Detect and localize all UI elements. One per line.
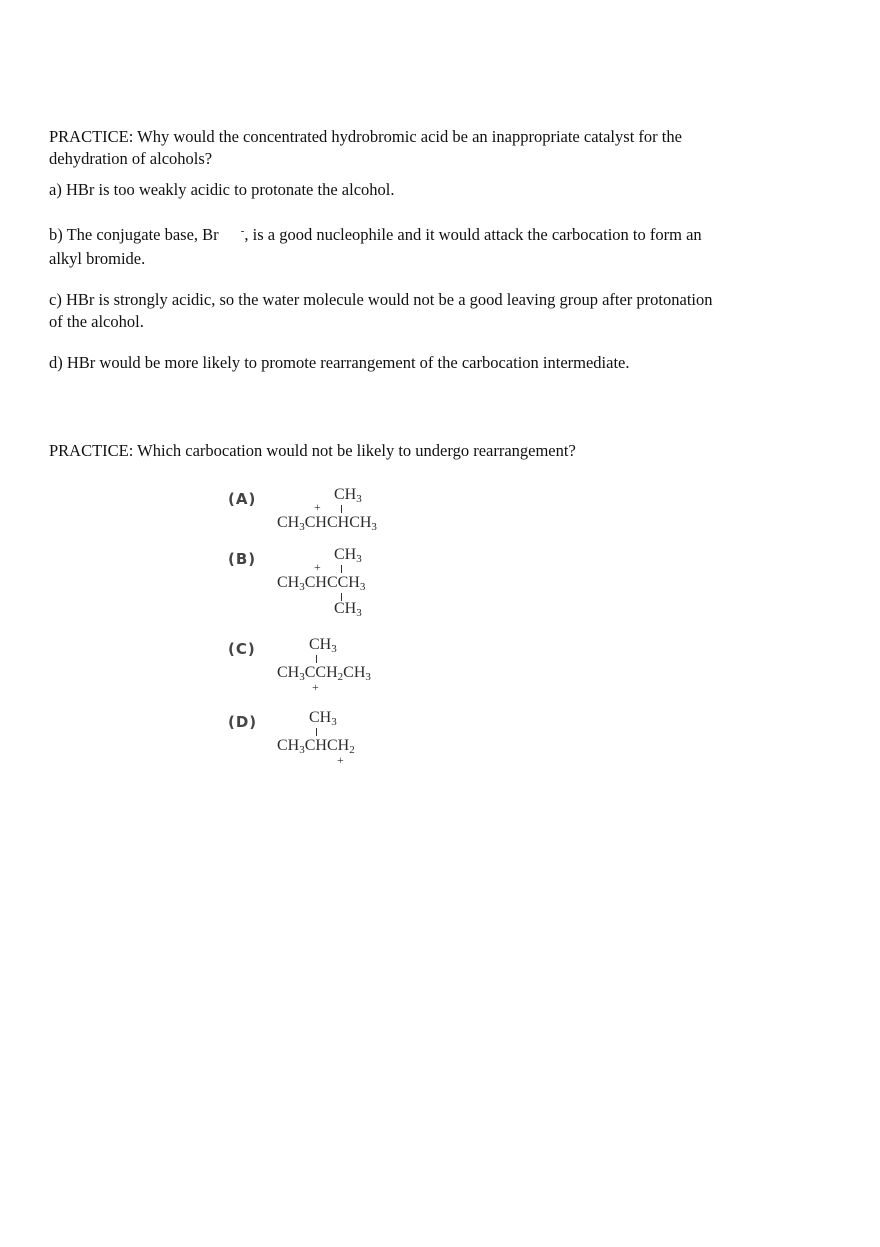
choice-d-chain: $CH_3CHCH_2$ bbox=[277, 737, 355, 756]
choice-b[interactable] bbox=[228, 546, 448, 619]
option-c-line1: c) HBr is strongly acidic, so the water molecule would not be a good leaving group after protonation bbox=[49, 290, 713, 309]
option-b-part2: , is a good nucleophile and it would attack the carbocation to form an bbox=[244, 225, 702, 244]
choice-a-label: (A) bbox=[228, 490, 257, 508]
question2-prompt: PRACTICE: Which carbocation would not be likely to undergo rearrangement? bbox=[49, 441, 576, 460]
question1-prompt bbox=[49, 126, 682, 170]
option-c-line2: of the alcohol. bbox=[49, 312, 144, 331]
option-b-charge: - bbox=[240, 225, 245, 237]
choice-d-bond bbox=[316, 728, 317, 736]
choice-c-charge: + bbox=[312, 680, 319, 694]
option-b[interactable] bbox=[49, 224, 702, 270]
choice-a-charge: + bbox=[314, 500, 321, 514]
choice-d-label: (D) bbox=[228, 713, 258, 731]
choice-d[interactable] bbox=[228, 709, 448, 779]
choice-b-bond-top bbox=[341, 565, 342, 573]
choice-b-charge: + bbox=[314, 560, 321, 574]
option-b-line1 bbox=[49, 224, 702, 248]
choice-b-label: (B) bbox=[228, 550, 257, 568]
choice-c-bond bbox=[316, 655, 317, 663]
choice-c-label: (C) bbox=[228, 640, 256, 658]
option-c[interactable] bbox=[49, 289, 713, 333]
choice-a-chain: $CH_3CHCHCH_3$ bbox=[277, 514, 377, 533]
choice-d-charge: + bbox=[337, 753, 344, 767]
choice-c-top-group: $CH_3$ bbox=[309, 636, 337, 655]
option-d[interactable]: d) HBr would be more likely to promote rearrangement of the carbocation intermediate. bbox=[49, 353, 630, 372]
option-b-part1: b) The conjugate base, Br bbox=[49, 225, 219, 244]
option-b-line2: alkyl bromide. bbox=[49, 249, 146, 268]
choice-b-chain: $CH_3CHCCH_3$ bbox=[277, 574, 366, 593]
choice-a-bond bbox=[341, 505, 342, 513]
choice-c-chain: $CH_3CCH_2CH_3$ bbox=[277, 664, 371, 683]
choice-c[interactable] bbox=[228, 636, 448, 706]
option-a[interactable]: a) HBr is too weakly acidic to protonate the alcohol. bbox=[49, 180, 395, 199]
question1-prompt-line2: dehydration of alcohols? bbox=[49, 149, 213, 168]
choice-d-top-group: $CH_3$ bbox=[309, 709, 337, 728]
question1-prompt-line1: PRACTICE: Why would the concentrated hydrobromic acid be an inappropriate catalyst for the bbox=[49, 127, 682, 146]
choice-a-top-group: $CH_3$ bbox=[334, 486, 362, 505]
choice-b-top-group: $CH_3$ bbox=[334, 546, 362, 565]
choice-b-bottom-group: $CH_3$ bbox=[334, 600, 362, 619]
